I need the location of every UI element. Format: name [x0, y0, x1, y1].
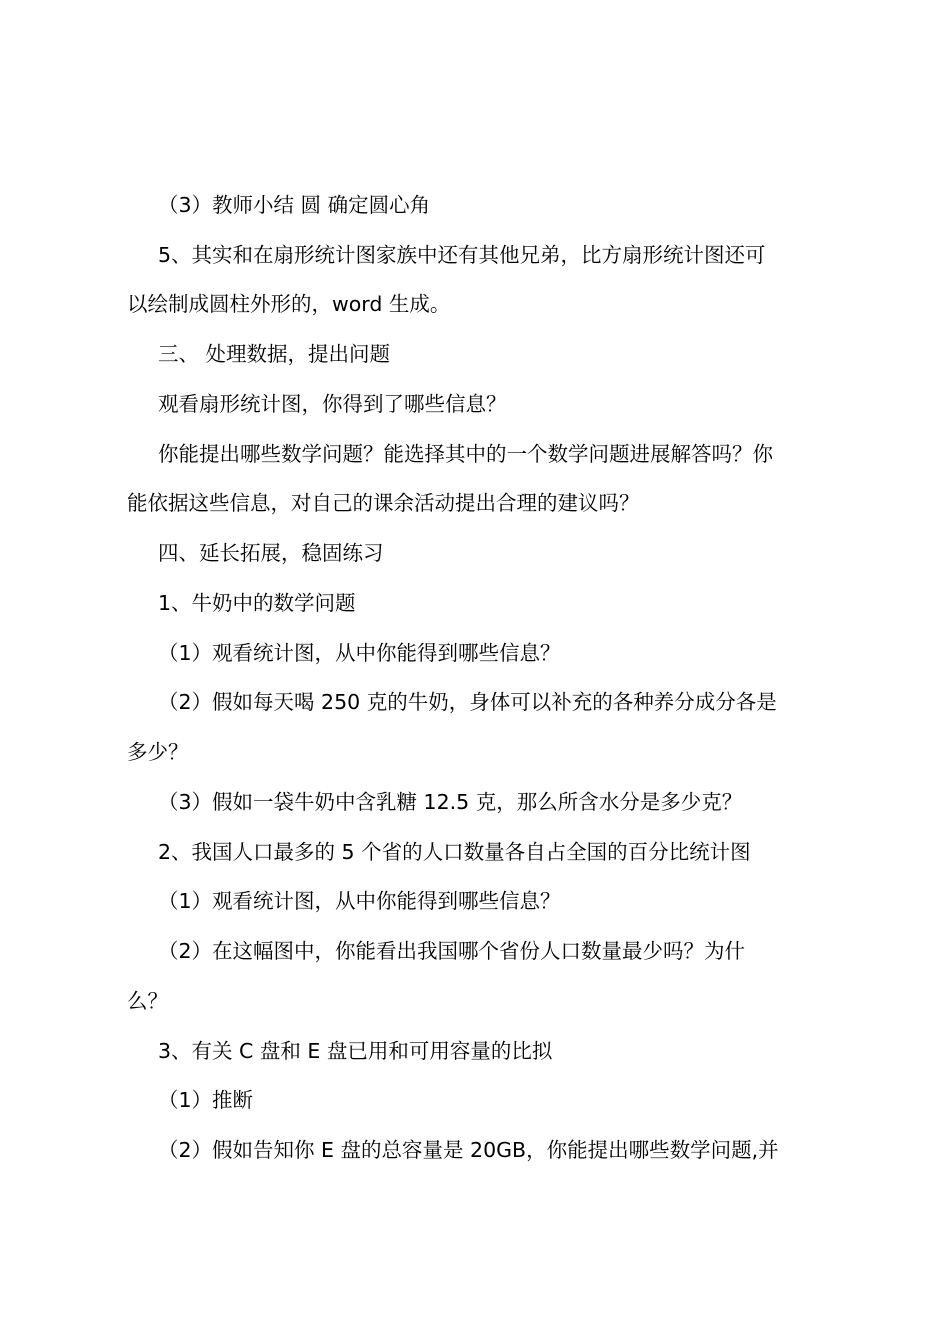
text-line-5: 观看扇形统计图，你得到了哪些信息？ — [158, 392, 507, 416]
text-line-20: （2）假如告知你 E 盘的总容量是 20GB，你能提出哪些数学问题,并 — [158, 1138, 779, 1162]
section-heading-4: 四、延长拓展，稳固练习 — [158, 541, 384, 565]
text-line-3: 以绘制成圆柱外形的，word 生成。 — [127, 292, 451, 316]
text-line-19: （1）推断 — [158, 1088, 254, 1112]
text-line-16: （2）在这幅图中，你能看出我国哪个省份人口数量最少吗？为什 — [158, 939, 746, 963]
text-line-18: 3、有关 C 盘和 E 盘已用和可用容量的比拟 — [158, 1039, 553, 1063]
text-line-1: （3）教师小结 圆 确定圆心角 — [158, 193, 431, 217]
text-line-17: 么？ — [127, 989, 168, 1013]
text-line-7: 能依据这些信息，对自己的课余活动提出合理的建议吗？ — [127, 491, 640, 515]
text-line-12: 多少？ — [127, 740, 189, 764]
text-line-2: 5、其实和在扇形统计图家族中还有其他兄弟，比方扇形统计图还可 — [158, 243, 766, 267]
text-line-9: 1、牛奶中的数学问题 — [158, 591, 356, 615]
text-line-11: （2）假如每天喝 250 克的牛奶，身体可以补充的各种养分成分各是 — [158, 690, 777, 714]
section-heading-3: 三、 处理数据，提出问题 — [158, 342, 391, 366]
text-line-10: （1）观看统计图，从中你能得到哪些信息？ — [158, 641, 561, 665]
text-line-6: 你能提出哪些数学问题？能选择其中的一个数学问题进展解答吗？你 — [158, 442, 773, 466]
text-line-15: （1）观看统计图，从中你能得到哪些信息？ — [158, 889, 561, 913]
text-line-13: （3）假如一袋牛奶中含乳糖 12.5 克，那么所含水分是多少克？ — [158, 790, 743, 814]
text-line-14: 2、我国人口最多的 5 个省的人口数量各自占全国的百分比统计图 — [158, 840, 751, 864]
